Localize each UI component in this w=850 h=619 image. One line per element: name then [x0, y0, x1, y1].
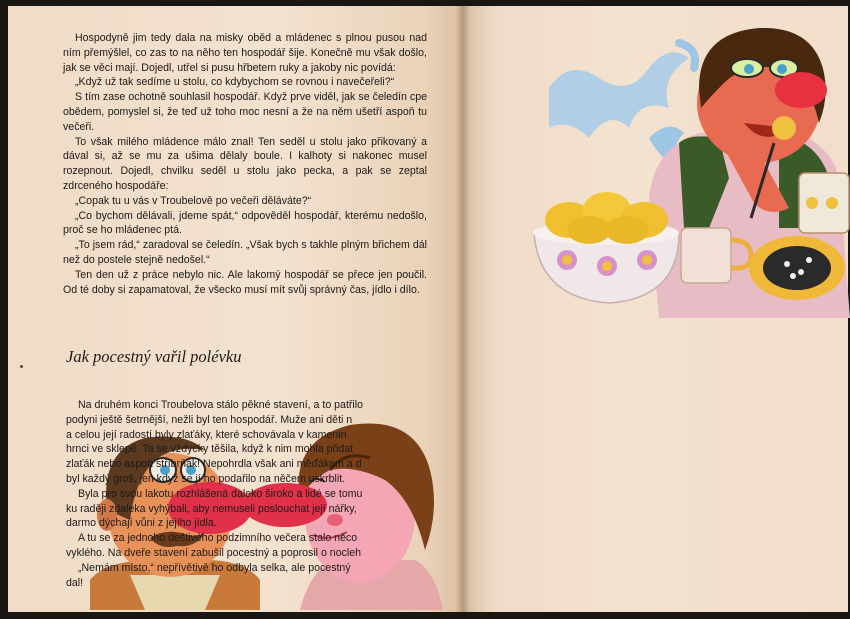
text-line: hrnci ve sklepě. Ta se vždycky těšila, když k nim mohla přidat — [66, 443, 354, 456]
text-line: Byla pro svou lakotu rozhlášená daleko široko a lidé se tomu — [78, 487, 363, 500]
paragraph: Hospodyně jim tedy dala na misky oběd a mládenec s plnou pusou nad ním přemýšlel, co zas to na něho ten hospodář šije. Konečně mu však došlo, jak se věci mají. Dojedl, utřel si pusu hřbetem ruky a jakoby nic povídá: — [63, 32, 427, 74]
text-line: ku raději zdaleka vyhýbali, aby nemuseli poslouchat její nářky, — [66, 502, 357, 515]
paragraph: „Když už tak sedíme u stolu, co kdybychom se rovnou i navečeřeli?“ — [75, 76, 395, 89]
paragraph: Ten den už z práce nebylo nic. Ale lakomý hospodář se přece jen poučil. Od té doby si zapamatoval, že všecko musí mít svůj správný čas, jídlo i dílo. — [63, 268, 427, 296]
text-line: a celou její radostí byly zlaťáky, které schovávala v kamenin — [66, 428, 347, 441]
left-page-text — [63, 31, 427, 297]
text-line: vyklého. Na dveře stavení zabušil pocestný a poprosil o nocleh — [66, 546, 362, 559]
text-line: „Nemám místo,“ nepřívětivě ho odbyla selka, ale pocestný — [78, 561, 351, 574]
paragraph: „Co bychom dělávali, jdeme spát,“ odpověděl hospodář, kterému nedošlo, proč se ho mládenec ptá. — [63, 209, 427, 237]
right-page-text — [66, 398, 396, 590]
paragraph: „Copak tu u vás v Troubelově po večeři děláváte?“ — [75, 194, 312, 207]
ink-speck — [20, 365, 23, 368]
man-eating-illustration — [529, 28, 850, 318]
paragraph: „To jsem rád,“ zaradoval se čeledín. „Však bych s takhle plným břichem dál než do postele stejně nedošel.“ — [63, 239, 427, 266]
text-line: A tu se za jednoho deštivého podzimního večera stalo něco — [78, 532, 358, 545]
text-line: byl každý groš, jen když se jí ho podařilo na něčem uskrblit. — [66, 472, 346, 485]
text-line: podyni ještě šetrnější, nežli byl ten hospodář. Muže ani děti n — [66, 413, 353, 426]
text-line: darmo dýchají vůni z jejího jídla. — [66, 517, 217, 530]
paragraph: S tím zase ochotně souhlasil hospodář. Když prve viděl, jak se čeledín cpe obědem, pomyslel si, že teď už toho moc nesní a že na něm ušetří aspoň tu večeři. — [63, 91, 427, 133]
text-line: zlaťák nebo aspoň stříbrňák! Nepohrdla však ani měďákem a d — [66, 458, 362, 471]
chapter-heading: Jak pocestný vařil polévku — [66, 347, 242, 366]
text-line: Na druhém konci Troubelova stálo pěkné stavení, a to patřilo — [78, 399, 364, 411]
text-line: dal! — [66, 576, 84, 589]
paragraph: To však milého mládence málo znal! Ten seděl u stolu jako přikovaný a dával si, až se mu za ušima dělaly boule. I kalhoty si nakonec musel rozepnout. Dojedl, chvilku seděl u stolu jako pecka, a pak se zeptal zdrceného hospodáře: — [63, 135, 427, 192]
book-gutter — [456, 6, 470, 612]
